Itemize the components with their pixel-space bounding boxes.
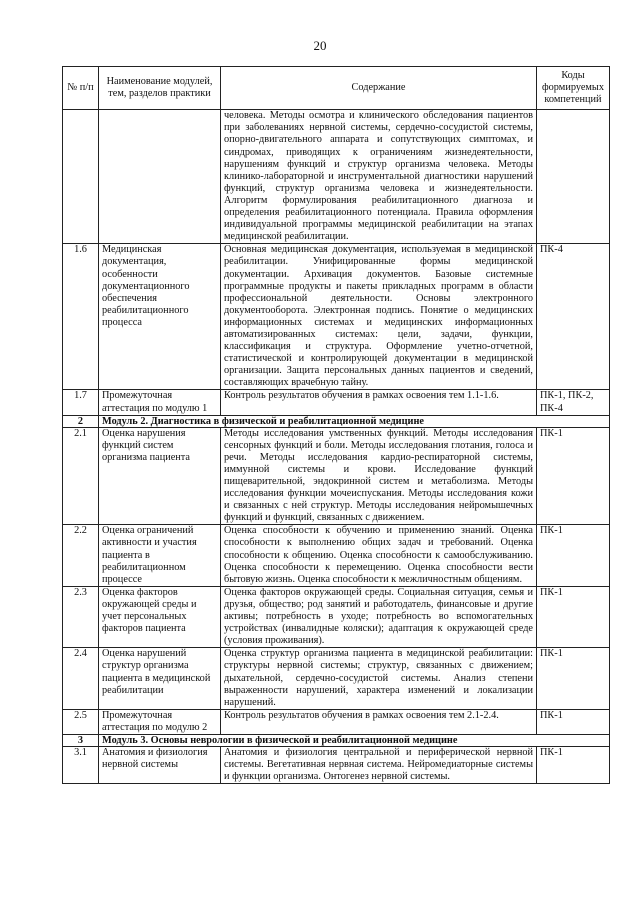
row-num: 3.1: [63, 746, 99, 783]
module-title: Модуль 3. Основы неврологии в физической и реабилитационной медицине: [99, 734, 610, 746]
row-num: [63, 110, 99, 244]
row-num: 1.7: [63, 390, 99, 415]
row-codes: ПК-1: [537, 427, 610, 525]
table-row: [63, 427, 610, 525]
row-name: [99, 110, 221, 244]
row-content: Основная медицинская документация, используемая в медицинской реабилитации. Унифицированные формы медицинской документации. Архивация документов. Базовые системные программные продукты и пакеты прикладных программ в области профессиональной деятельности. Основы электронного документооборота. Электронная подпись. Понятие о медицинских информационных системах и медицинских информационных автоматизированных системах: цели, задачи, функции, классификация и структура. Оформление учетно-отчетной, статистической и контролирующей документации в медицинской организации. Защита персональных данных пациентов и сведений, составляющих врачебную тайну.: [221, 244, 537, 390]
row-num: 1.6: [63, 244, 99, 390]
row-num: 2.3: [63, 586, 99, 647]
module-num: 2: [63, 415, 99, 427]
row-content: Оценка факторов окружающей среды. Социальная ситуация, семья и друзья, общество; род занятий и работодатель, финансовые и другие активы; потребность в уходе; потребность во вспомогательных устройствах (инвалидные коляски); адаптация к окружающей среде (условия проживания).: [221, 586, 537, 647]
module-row: [63, 415, 610, 427]
row-content: Оценка структур организма пациента в медицинской реабилитации: структуры нервной системы; структур, связанных с движением; дыхательной, сердечно-сосудистой системы. Анализ степени выраженности нарушений, характера изменений и локализации нарушений.: [221, 648, 537, 709]
page-number: 20: [313, 38, 327, 53]
row-name: Медицинская документация, особенности документационного обеспечения реабилитационного процесса: [99, 244, 221, 390]
row-content: человека. Методы осмотра и клинического обследования пациентов при заболеваниях нервной системы, сердечно-сосудистой системы, опорно-двигательного аппарата и сопутствующих симптомах, и синдромах, приводящих к ограничениям жизнедеятельности, нарушениям функций и структур организма человека. Методы клинико-лабораторной и инструментальной диагностики нарушений функций, структур организма человека и жизнедеятельности. Алгоритм формулирования реабилитационного диагноза и определения реабилитационного потенциала. Правила оформления индивидуальной программы медицинской реабилитации на этапах медицинской реабилитации.: [221, 110, 537, 244]
row-codes: ПК-1: [537, 525, 610, 586]
row-codes: ПК-4: [537, 244, 610, 390]
row-content: Контроль результатов обучения в рамках освоения тем 2.1-2.4.: [221, 709, 537, 734]
row-name: Анатомия и физиология нервной системы: [99, 746, 221, 783]
table-row: [63, 110, 610, 244]
table-row: [63, 648, 610, 709]
module-row: [63, 734, 610, 746]
table-row: [63, 390, 610, 415]
row-content: Анатомия и физиология центральной и периферической нервной системы. Вегетативная нервная система. Нейромедиаторные системы и функции организма. Онтогенез нервной системы.: [221, 746, 537, 783]
header-content: Содержание: [221, 67, 537, 110]
table-body: [63, 110, 610, 784]
table-row: [63, 525, 610, 586]
row-codes: ПК-1: [537, 648, 610, 709]
row-name: Оценка нарушений структур организма пациента в медицинской реабилитации: [99, 648, 221, 709]
row-num: 2.1: [63, 427, 99, 525]
row-num: 2.5: [63, 709, 99, 734]
table-header-row: [63, 67, 610, 110]
table-row: [63, 709, 610, 734]
row-num: 2.2: [63, 525, 99, 586]
header-name: Наименование модулей, тем, разделов практики: [99, 67, 221, 110]
row-name: Оценка факторов окружающей среды и учет персональных факторов пациента: [99, 586, 221, 647]
row-name: Промежуточная аттестация по модулю 1: [99, 390, 221, 415]
row-num: 2.4: [63, 648, 99, 709]
row-codes: ПК-1: [537, 709, 610, 734]
module-title: Модуль 2. Диагностика в физической и реабилитационной медицине: [99, 415, 610, 427]
header-num: № п/п: [63, 67, 99, 110]
row-codes: ПК-1, ПК-2, ПК-4: [537, 390, 610, 415]
row-codes: ПК-1: [537, 746, 610, 783]
header-codes: Коды формируемых компетенций: [537, 67, 610, 110]
curriculum-table: [62, 66, 610, 784]
table-row: [63, 244, 610, 390]
table-row: [63, 746, 610, 783]
row-content: Методы исследования умственных функций. Методы исследования сенсорных функций и боли. Методы исследования глотания, голоса и речи. Методы исследования кардио-респираторной системы, иммунной системы и крови. Исследование функций пищеварительной, эндокринной систем и метаболизма. Методы исследования функции мочеиспускания. Методы исследования кожи и связанных с ней структур. Методы исследования нейромышечных функций и функций, связанных с движением.: [221, 427, 537, 525]
row-codes: ПК-1: [537, 586, 610, 647]
row-codes: [537, 110, 610, 244]
row-name: Промежуточная аттестация по модулю 2: [99, 709, 221, 734]
row-name: Оценка нарушения функций систем организма пациента: [99, 427, 221, 525]
row-name: Оценка ограничений активности и участия пациента в реабилитационном процессе: [99, 525, 221, 586]
table-row: [63, 586, 610, 647]
module-num: 3: [63, 734, 99, 746]
row-content: Контроль результатов обучения в рамках освоения тем 1.1-1.6.: [221, 390, 537, 415]
row-content: Оценка способности к обучению и применению знаний. Оценка способности к выполнению общих задач и требований. Оценка способности к общению. Оценка способности к самообслуживанию. Оценка способности к перемещению. Оценка способности вести бытовую жизнь. Оценка способности к межличностным общениям.: [221, 525, 537, 586]
